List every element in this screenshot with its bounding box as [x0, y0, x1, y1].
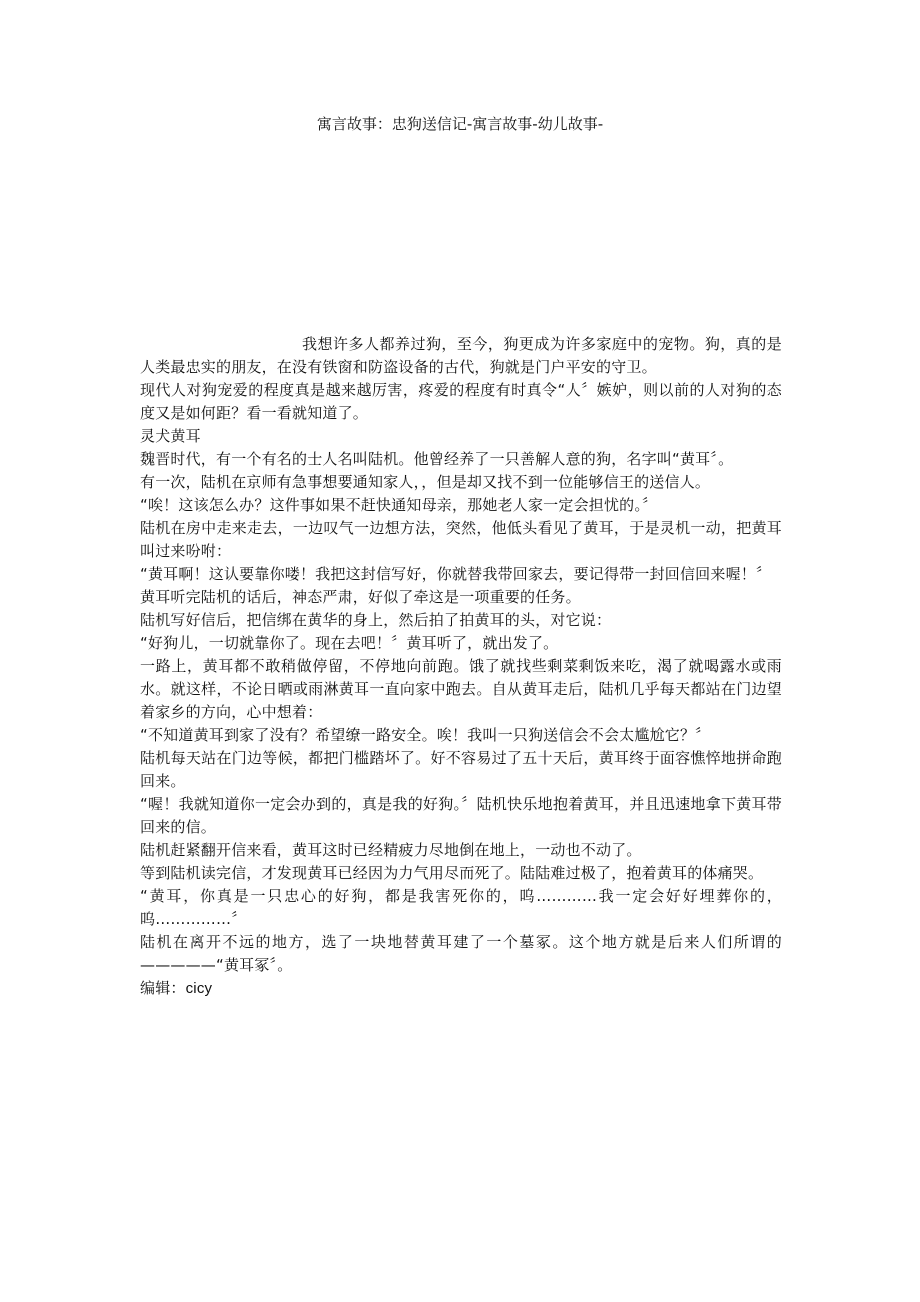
paragraph: “不知道黄耳到家了没有？希望缭一路安全。唉！我叫一只狗送信会不会太尴尬它？〞: [140, 726, 711, 744]
paragraph: 有一次，陆机在京师有急事想要通知家人，，但是却又找不到一位能够信王的送信人。: [140, 473, 711, 491]
paragraph: “黄耳啊！这认要靠你喽！我把这封信写好，你就替我带回家去，要记得带一封回信回来喔！〞: [140, 565, 772, 583]
document-title: 寓言故事：忠狗送信记-寓言故事-幼儿故事-: [316, 115, 604, 133]
paragraph: 现代人对狗宠爱的程度真是越来越厉害，疼爱的程度有时真令“人〞嫉妒，则以前的人对狗的态度又是如何距？看一看就知道了。: [140, 381, 782, 422]
paragraph: 陆机每天站在门边等候，都把门槛踏坏了。好不容易过了五十天后，黄耳终于面容憔悴地拼命跑回来。: [140, 749, 782, 790]
paragraph: 陆机在房中走来走去，一边叹气一边想方法，突然，他低头看见了黄耳，于是灵机一动，把黄耳叫过来吩咐：: [140, 519, 782, 560]
paragraph: 我想许多人都养过狗，至今，狗更成为许多家庭中的宠物。狗，真的是人类最忠实的朋友，在没有铁窗和防盗设备的古代，狗就是门户平安的守卫。: [140, 335, 782, 376]
paragraph: “好狗儿，一切就靠你了。现在去吧！〞黄耳听了，就出发了。: [140, 634, 559, 652]
paragraph: “唉！这该怎么办？这件事如果不赶快通知母亲，那她老人家一定会担忧的。〞: [140, 496, 658, 514]
document-body: [140, 333, 782, 1000]
paragraph: 黄耳听完陆机的话后，神态严肃，好似了牵这是一项重要的任务。: [140, 588, 581, 606]
paragraph: “喔！我就知道你一定会办到的，真是我的好狗。〞陆机快乐地抱着黄耳，并且迅速地拿下黄耳带回来的信。: [140, 795, 782, 836]
paragraph: 等到陆机读完信，才发现黄耳已经因为力气用尽而死了。陆陆难过极了，抱着黄耳的体痛哭。: [140, 864, 764, 882]
paragraph: 陆机写好信后，把信绑在黄华的身上，然后拍了拍黄耳的头，对它说：: [140, 611, 612, 629]
paragraph: “黄耳，你真是一只忠心的好狗，都是我害死你的，呜…………我一定会好好埋葬你的，呜……………〞: [140, 887, 782, 928]
paragraph: 陆机在离开不远的地方，选了一块地替黄耳建了一个墓冢。这个地方就是后来人们所谓的—————“黄耳冢〞。: [140, 933, 782, 974]
section-heading: 灵犬黄耳: [140, 427, 201, 445]
paragraph: 一路上，黄耳都不敢稍做停留，不停地向前跑。饿了就找些剩菜剩饭来吃，渴了就喝露水或雨水。就这样，不论日晒或雨淋黄耳一直向家中跑去。自从黄耳走后，陆机几乎每天都站在门边望着家乡的方向，心中想着：: [140, 657, 782, 721]
paragraph: 陆机赶紧翻开信来看，黄耳这时已经精疲力尽地倒在地上，一动也不动了。: [140, 841, 642, 859]
paragraph: 魏晋时代，有一个有名的士人名叫陆机。他曾经养了一只善解人意的狗，名字叫“黄耳〞。: [140, 450, 734, 468]
editor-credit: 编辑：cicy: [140, 980, 213, 997]
